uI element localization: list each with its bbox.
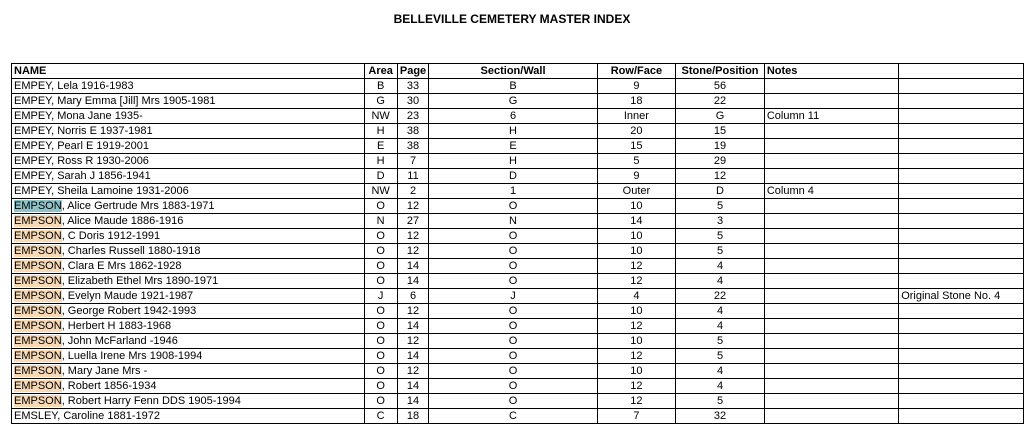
- cell-extra[interactable]: [899, 94, 1024, 109]
- cell-stone-position[interactable]: 4: [676, 259, 765, 274]
- surname: EMPSON: [14, 289, 62, 302]
- cell-row-face[interactable]: 10: [597, 334, 676, 349]
- cell-extra[interactable]: [899, 184, 1024, 199]
- cell-area[interactable]: O: [364, 334, 397, 349]
- cell-section-wall[interactable]: 6: [429, 109, 597, 124]
- cell-notes[interactable]: [764, 304, 898, 319]
- cell-section-wall[interactable]: O: [429, 349, 597, 364]
- column-header-blank[interactable]: [899, 64, 1024, 79]
- cell-notes[interactable]: [764, 214, 898, 229]
- cell-name[interactable]: [12, 364, 365, 379]
- surname: EMPSON: [14, 304, 62, 317]
- given-names-dates: , Clara E Mrs 1862-1928: [61, 259, 182, 272]
- cell-stone-position[interactable]: G: [676, 109, 765, 124]
- cell-extra[interactable]: [899, 124, 1024, 139]
- cell-name[interactable]: [12, 349, 365, 364]
- given-names-dates: , Norris E 1937-1981: [51, 124, 153, 137]
- cell-notes[interactable]: Column 4: [764, 184, 898, 199]
- cell-extra[interactable]: [899, 394, 1024, 409]
- cell-page[interactable]: 18: [397, 409, 429, 424]
- given-names-dates: , Caroline 1881-1972: [57, 409, 160, 422]
- cell-notes[interactable]: [764, 154, 898, 169]
- given-names-dates: , Luella Irene Mrs 1908-1994: [61, 349, 203, 362]
- cell-stone-position[interactable]: 4: [676, 379, 765, 394]
- cell-area[interactable]: O: [364, 394, 397, 409]
- surname: EMPEY: [14, 184, 52, 197]
- column-header-section-wall[interactable]: Section/Wall: [429, 64, 597, 79]
- surname: EMPEY: [14, 109, 52, 122]
- cell-notes[interactable]: [764, 259, 898, 274]
- given-names-dates: , Sheila Lamoine 1931-2006: [51, 184, 189, 197]
- cell-stone-position[interactable]: 5: [676, 244, 765, 259]
- cell-row-face[interactable]: 10: [597, 364, 676, 379]
- cell-stone-position[interactable]: 5: [676, 334, 765, 349]
- cell-section-wall[interactable]: O: [429, 364, 597, 379]
- cell-notes[interactable]: Column 11: [764, 109, 898, 124]
- cell-extra[interactable]: [899, 154, 1024, 169]
- table-row: [12, 409, 1024, 424]
- cell-page[interactable]: 14: [397, 319, 429, 334]
- cell-area[interactable]: O: [364, 274, 397, 289]
- cell-area[interactable]: H: [364, 154, 397, 169]
- cell-stone-position[interactable]: 12: [676, 169, 765, 184]
- cell-name[interactable]: [12, 184, 365, 199]
- cell-stone-position[interactable]: 5: [676, 394, 765, 409]
- column-header-name[interactable]: NAME: [12, 64, 365, 79]
- cell-extra[interactable]: [899, 214, 1024, 229]
- cell-row-face[interactable]: 10: [597, 229, 676, 244]
- cell-row-face[interactable]: Outer: [597, 184, 676, 199]
- cell-section-wall[interactable]: O: [429, 379, 597, 394]
- cell-section-wall[interactable]: O: [429, 319, 597, 334]
- table-row: [12, 334, 1024, 349]
- cell-section-wall[interactable]: O: [429, 244, 597, 259]
- table-row: [12, 79, 1024, 94]
- cell-page[interactable]: 14: [397, 274, 429, 289]
- cell-stone-position[interactable]: 4: [676, 304, 765, 319]
- cell-row-face[interactable]: 9: [597, 169, 676, 184]
- cell-extra[interactable]: [899, 139, 1024, 154]
- cell-name[interactable]: [12, 409, 365, 424]
- cell-page[interactable]: 11: [397, 169, 429, 184]
- cell-area[interactable]: J: [364, 289, 397, 304]
- cell-page[interactable]: 12: [397, 364, 429, 379]
- cell-area[interactable]: O: [364, 379, 397, 394]
- cell-section-wall[interactable]: H: [429, 124, 597, 139]
- cell-stone-position[interactable]: 22: [676, 94, 765, 109]
- cell-name[interactable]: [12, 394, 365, 409]
- cell-page[interactable]: 7: [397, 154, 429, 169]
- cell-page[interactable]: 12: [397, 304, 429, 319]
- cell-name[interactable]: [12, 319, 365, 334]
- cell-row-face[interactable]: 4: [597, 289, 676, 304]
- cell-page[interactable]: 14: [397, 259, 429, 274]
- table-row: [12, 259, 1024, 274]
- cell-notes[interactable]: [764, 379, 898, 394]
- cell-page[interactable]: 14: [397, 349, 429, 364]
- cell-page[interactable]: 12: [397, 244, 429, 259]
- given-names-dates: , Herbert H 1883-1968: [61, 319, 172, 332]
- cell-section-wall[interactable]: J: [429, 289, 597, 304]
- surname: EMPSON: [14, 319, 62, 332]
- cell-section-wall[interactable]: O: [429, 304, 597, 319]
- cell-section-wall[interactable]: O: [429, 274, 597, 289]
- cell-section-wall[interactable]: O: [429, 394, 597, 409]
- given-names-dates: , Alice Maude 1886-1916: [61, 214, 184, 227]
- page-title: BELLEVILLE CEMETERY MASTER INDEX: [393, 12, 631, 26]
- given-names-dates: , George Robert 1942-1993: [61, 304, 197, 317]
- table-row: [12, 229, 1024, 244]
- given-names-dates: , Sarah J 1856-1941: [51, 169, 151, 182]
- cell-row-face[interactable]: 9: [597, 79, 676, 94]
- cell-extra[interactable]: [899, 274, 1024, 289]
- table-row: [12, 364, 1024, 379]
- cell-notes[interactable]: [764, 319, 898, 334]
- cell-section-wall[interactable]: B: [429, 79, 597, 94]
- cell-notes[interactable]: [764, 274, 898, 289]
- cell-row-face[interactable]: 18: [597, 94, 676, 109]
- cell-notes[interactable]: [764, 349, 898, 364]
- cell-name[interactable]: [12, 289, 365, 304]
- cell-area[interactable]: D: [364, 169, 397, 184]
- cell-page[interactable]: 33: [397, 79, 429, 94]
- cell-section-wall[interactable]: D: [429, 169, 597, 184]
- cell-extra[interactable]: [899, 379, 1024, 394]
- given-names-dates: , Mary Jane Mrs -: [61, 364, 148, 377]
- cell-name[interactable]: [12, 124, 365, 139]
- cell-area[interactable]: O: [364, 229, 397, 244]
- cell-row-face[interactable]: 15: [597, 139, 676, 154]
- cell-row-face[interactable]: Inner: [597, 109, 676, 124]
- surname: EMPEY: [14, 154, 52, 167]
- cell-extra[interactable]: [899, 109, 1024, 124]
- cell-name[interactable]: [12, 379, 365, 394]
- cell-notes[interactable]: [764, 409, 898, 424]
- cell-page[interactable]: 12: [397, 229, 429, 244]
- cell-row-face[interactable]: 12: [597, 319, 676, 334]
- cemetery-index-table: [11, 63, 1024, 424]
- surname: EMPEY: [14, 79, 52, 92]
- cell-area[interactable]: C: [364, 409, 397, 424]
- column-header-notes[interactable]: Notes: [764, 64, 898, 79]
- cell-notes[interactable]: [764, 169, 898, 184]
- table-row: [12, 214, 1024, 229]
- cell-page[interactable]: 14: [397, 379, 429, 394]
- cell-extra[interactable]: [899, 319, 1024, 334]
- cell-extra[interactable]: [899, 79, 1024, 94]
- cell-page[interactable]: 38: [397, 124, 429, 139]
- cell-area[interactable]: NW: [364, 109, 397, 124]
- given-names-dates: , Robert Harry Fenn DDS 1905-1994: [61, 394, 241, 407]
- surname: EMPSON: [14, 214, 62, 227]
- given-names-dates: , Robert 1856-1934: [61, 379, 157, 392]
- given-names-dates: , Elizabeth Ethel Mrs 1890-1971: [61, 274, 219, 287]
- cell-extra[interactable]: [899, 364, 1024, 379]
- surname: EMPSON: [14, 349, 62, 362]
- cell-area[interactable]: H: [364, 124, 397, 139]
- cell-notes[interactable]: [764, 364, 898, 379]
- cell-notes[interactable]: [764, 229, 898, 244]
- cell-name[interactable]: [12, 199, 365, 214]
- cell-name[interactable]: [12, 259, 365, 274]
- surname: EMPSON: [14, 199, 62, 212]
- cell-page[interactable]: 12: [397, 334, 429, 349]
- cell-row-face[interactable]: 12: [597, 259, 676, 274]
- cell-row-face[interactable]: 10: [597, 199, 676, 214]
- cell-stone-position[interactable]: 4: [676, 319, 765, 334]
- cell-area[interactable]: O: [364, 349, 397, 364]
- surname: EMPEY: [14, 124, 52, 137]
- given-names-dates: , Ross R 1930-2006: [51, 154, 149, 167]
- table-row: [12, 274, 1024, 289]
- header-row: [12, 64, 1024, 79]
- cell-notes[interactable]: [764, 199, 898, 214]
- cell-page[interactable]: 23: [397, 109, 429, 124]
- given-names-dates: , Charles Russell 1880-1918: [61, 244, 201, 257]
- given-names-dates: , Mary Emma [Jill] Mrs 1905-1981: [51, 94, 216, 107]
- cell-page[interactable]: 14: [397, 394, 429, 409]
- cell-name[interactable]: [12, 154, 365, 169]
- table-row: [12, 154, 1024, 169]
- cell-stone-position[interactable]: 32: [676, 409, 765, 424]
- cell-stone-position[interactable]: 22: [676, 289, 765, 304]
- cell-area[interactable]: O: [364, 199, 397, 214]
- table-row: [12, 139, 1024, 154]
- table-row: [12, 109, 1024, 124]
- column-header-stone-position[interactable]: Stone/Position: [676, 64, 765, 79]
- cell-notes[interactable]: [764, 139, 898, 154]
- cell-row-face[interactable]: 12: [597, 394, 676, 409]
- cell-name[interactable]: [12, 79, 365, 94]
- cell-section-wall[interactable]: O: [429, 334, 597, 349]
- table-row: [12, 349, 1024, 364]
- cell-stone-position[interactable]: 5: [676, 349, 765, 364]
- surname: EMPSON: [14, 274, 62, 287]
- cell-notes[interactable]: [764, 289, 898, 304]
- surname: EMSLEY: [14, 409, 58, 422]
- cell-area[interactable]: O: [364, 259, 397, 274]
- table-row: [12, 184, 1024, 199]
- cell-page[interactable]: 27: [397, 214, 429, 229]
- table-row: [12, 394, 1024, 409]
- table-row: [12, 124, 1024, 139]
- table-row: [12, 319, 1024, 334]
- cell-section-wall[interactable]: G: [429, 94, 597, 109]
- cell-area[interactable]: O: [364, 319, 397, 334]
- table-row: [12, 244, 1024, 259]
- cell-name[interactable]: [12, 334, 365, 349]
- cell-row-face[interactable]: 20: [597, 124, 676, 139]
- cell-name[interactable]: [12, 169, 365, 184]
- cell-area[interactable]: O: [364, 244, 397, 259]
- cell-row-face[interactable]: 10: [597, 304, 676, 319]
- cell-notes[interactable]: [764, 394, 898, 409]
- surname: EMPSON: [14, 259, 62, 272]
- cell-area[interactable]: G: [364, 94, 397, 109]
- cell-section-wall[interactable]: 1: [429, 184, 597, 199]
- given-names-dates: , Alice Gertrude Mrs 1883-1971: [61, 199, 215, 212]
- surname: EMPSON: [14, 229, 62, 242]
- cell-name[interactable]: [12, 109, 365, 124]
- cell-notes[interactable]: [764, 124, 898, 139]
- given-names-dates: , C Doris 1912-1991: [61, 229, 161, 242]
- table-row: [12, 94, 1024, 109]
- cell-stone-position[interactable]: 4: [676, 364, 765, 379]
- cell-area[interactable]: B: [364, 79, 397, 94]
- cell-stone-position[interactable]: 5: [676, 229, 765, 244]
- table-row: [12, 199, 1024, 214]
- cell-stone-position[interactable]: D: [676, 184, 765, 199]
- cell-name[interactable]: [12, 274, 365, 289]
- cell-extra[interactable]: Original Stone No. 4: [899, 289, 1024, 304]
- cell-row-face[interactable]: 10: [597, 244, 676, 259]
- cell-extra[interactable]: [899, 409, 1024, 424]
- cell-extra[interactable]: [899, 229, 1024, 244]
- cell-extra[interactable]: [899, 244, 1024, 259]
- surname: EMPSON: [14, 364, 62, 377]
- cell-extra[interactable]: [899, 349, 1024, 364]
- cell-stone-position[interactable]: 15: [676, 124, 765, 139]
- cell-section-wall[interactable]: H: [429, 154, 597, 169]
- cell-row-face[interactable]: 12: [597, 379, 676, 394]
- cell-page[interactable]: 12: [397, 199, 429, 214]
- surname: EMPSON: [14, 244, 62, 257]
- cell-row-face[interactable]: 14: [597, 214, 676, 229]
- cell-name[interactable]: [12, 304, 365, 319]
- surname: EMPEY: [14, 139, 52, 152]
- column-header-page[interactable]: Page: [397, 64, 429, 79]
- given-names-dates: , John McFarland -1946: [61, 334, 178, 347]
- cell-page[interactable]: 38: [397, 139, 429, 154]
- cell-name[interactable]: [12, 214, 365, 229]
- cell-stone-position[interactable]: 56: [676, 79, 765, 94]
- cell-stone-position[interactable]: 4: [676, 274, 765, 289]
- cell-page[interactable]: 2: [397, 184, 429, 199]
- cell-section-wall[interactable]: O: [429, 259, 597, 274]
- cell-row-face[interactable]: 12: [597, 349, 676, 364]
- surname: EMPEY: [14, 169, 52, 182]
- cell-name[interactable]: [12, 139, 365, 154]
- cell-notes[interactable]: [764, 334, 898, 349]
- surname: EMPSON: [14, 394, 62, 407]
- cell-name[interactable]: [12, 94, 365, 109]
- cell-area[interactable]: O: [364, 364, 397, 379]
- cell-page[interactable]: 6: [397, 289, 429, 304]
- cell-area[interactable]: N: [364, 214, 397, 229]
- table-row: [12, 169, 1024, 184]
- cell-extra[interactable]: [899, 334, 1024, 349]
- cell-section-wall[interactable]: N: [429, 214, 597, 229]
- given-names-dates: , Mona Jane 1935-: [51, 109, 143, 122]
- surname: EMPEY: [14, 94, 52, 107]
- table-row: [12, 379, 1024, 394]
- surname: EMPSON: [14, 334, 62, 347]
- cell-name[interactable]: [12, 244, 365, 259]
- cell-stone-position[interactable]: 3: [676, 214, 765, 229]
- column-header-area[interactable]: Area: [364, 64, 397, 79]
- cell-area[interactable]: O: [364, 304, 397, 319]
- cell-notes[interactable]: [764, 94, 898, 109]
- cell-notes[interactable]: [764, 244, 898, 259]
- cell-area[interactable]: E: [364, 139, 397, 154]
- table-row: [12, 289, 1024, 304]
- cell-notes[interactable]: [764, 79, 898, 94]
- cell-extra[interactable]: [899, 304, 1024, 319]
- cell-area[interactable]: NW: [364, 184, 397, 199]
- cell-row-face[interactable]: 12: [597, 274, 676, 289]
- cell-section-wall[interactable]: C: [429, 409, 597, 424]
- table-row: [12, 304, 1024, 319]
- given-names-dates: , Evelyn Maude 1921-1987: [61, 289, 194, 302]
- cell-row-face[interactable]: 5: [597, 154, 676, 169]
- cell-section-wall[interactable]: O: [429, 229, 597, 244]
- given-names-dates: , Lela 1916-1983: [51, 79, 134, 92]
- cell-extra[interactable]: [899, 199, 1024, 214]
- cell-stone-position[interactable]: 19: [676, 139, 765, 154]
- cell-stone-position[interactable]: 5: [676, 199, 765, 214]
- cell-section-wall[interactable]: E: [429, 139, 597, 154]
- cell-section-wall[interactable]: O: [429, 199, 597, 214]
- cell-name[interactable]: [12, 229, 365, 244]
- surname: EMPSON: [14, 379, 62, 392]
- given-names-dates: , Pearl E 1919-2001: [51, 139, 149, 152]
- cell-extra[interactable]: [899, 259, 1024, 274]
- cell-page[interactable]: 30: [397, 94, 429, 109]
- cell-stone-position[interactable]: 29: [676, 154, 765, 169]
- column-header-row-face[interactable]: Row/Face: [597, 64, 676, 79]
- cell-extra[interactable]: [899, 169, 1024, 184]
- cell-row-face[interactable]: 7: [597, 409, 676, 424]
